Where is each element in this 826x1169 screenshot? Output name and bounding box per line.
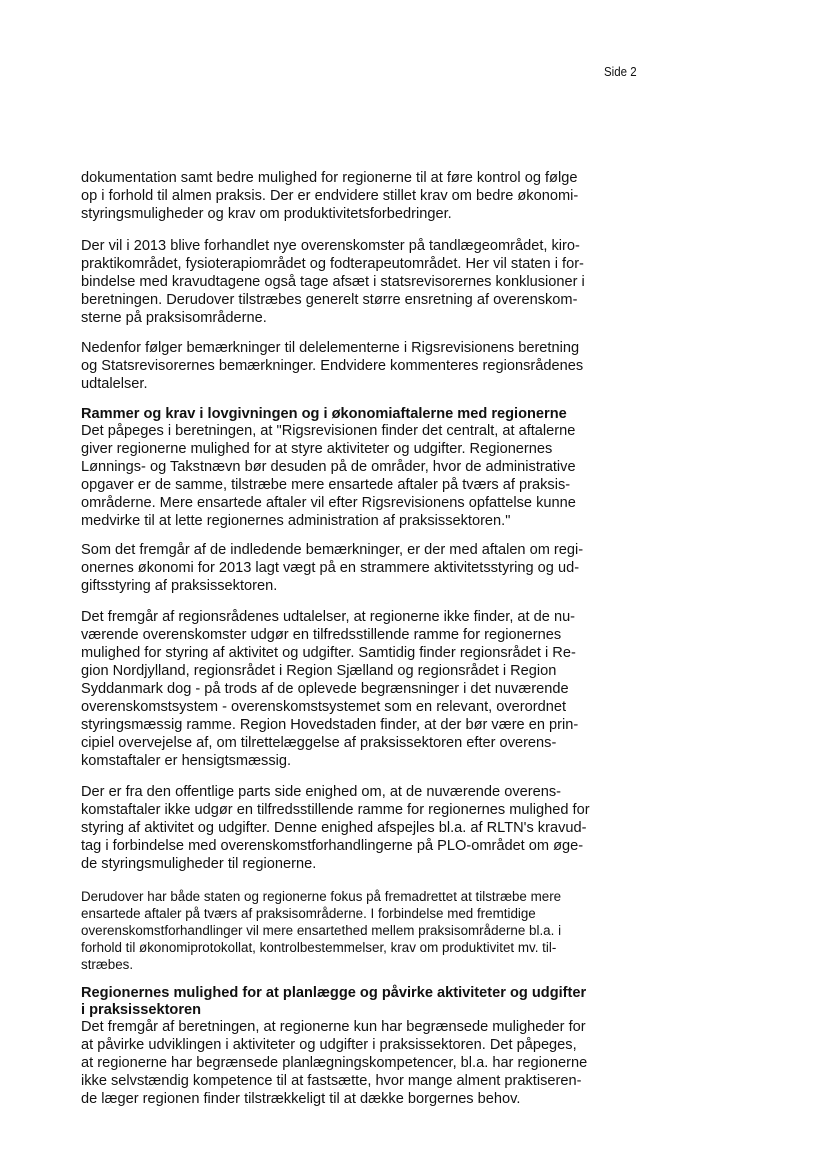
paragraph-line: bindelse med kravudtagene også tage afsæt i statsrevisorernes konklusioner i: [81, 274, 585, 290]
paragraph-line: komstaftaler er hensigtsmæssig.: [81, 753, 292, 769]
paragraph-line: op i forhold til almen praksis. Der er endvidere stillet krav om bedre økonomi-: [81, 188, 579, 204]
section-heading: Regionernes mulighed for at planlægge og påvirke aktiviteter og udgifter: [81, 985, 587, 1001]
paragraph-line: Det påpeges i beretningen, at "Rigsrevisionen finder det centralt, at aftalerne: [81, 423, 576, 439]
paragraph-line: dokumentation samt bedre mulighed for regionerne til at føre kontrol og følge: [81, 170, 578, 186]
paragraph-line: forhold til økonomiprotokollat, kontrolbestemmelser, krav om produktivitet mv. til-: [81, 940, 557, 955]
paragraph-line: stræbes.: [81, 957, 134, 972]
paragraph-line: overenskomstsystem - overenskomstsystemet som en relevant, overordnet: [81, 699, 567, 715]
paragraph-line: komstaftaler ikke udgør en tilfredsstillende ramme for regionernes mulighed for: [81, 802, 590, 818]
paragraph-line: cipiel overvejelse af, om tilrettelæggelse af praksissektoren efter overens-: [81, 735, 557, 751]
paragraph-line: Det fremgår af regionsrådenes udtalelser, at regionerne ikke finder, at de nu-: [81, 609, 576, 625]
paragraph-line: opgaver er de samme, tilstræbe mere ensartede aftaler på tværs af praksis-: [81, 477, 571, 493]
paragraph-line: overenskomstforhandlinger vil mere ensartethed mellem praksisområderne bl.a. i: [81, 923, 562, 938]
paragraph-line: medvirke til at lette regionernes administration af praksissektoren.": [81, 513, 511, 529]
paragraph-line: Som det fremgår af de indledende bemærkninger, er der med aftalen om regi-: [81, 542, 584, 558]
paragraph-line: sterne på praksisområderne.: [81, 310, 267, 326]
paragraph-line: Lønnings- og Takstnævn bør desuden på de områder, hvor de administrative: [81, 459, 576, 475]
paragraph-line: beretningen. Derudover tilstræbes generelt større ensretning af overenskom-: [81, 292, 578, 308]
paragraph-line: gion Nordjylland, regionsrådet i Region Sjælland og regionsrådet i Region: [81, 663, 557, 679]
section-heading: Rammer og krav i lovgivningen og i økonomiaftalerne med regionerne: [81, 406, 567, 422]
paragraph-line: at påvirke udviklingen i aktiviteter og udgifter i praksissektoren. Det påpeges,: [81, 1037, 577, 1053]
paragraph-line: at regionerne har begrænsede planlægningskompetencer, bl.a. har regionerne: [81, 1055, 588, 1071]
paragraph-line: tag i forbindelse med overenskomstforhandlingerne på PLO-området om øge-: [81, 838, 584, 854]
paragraph-line: styringsmuligheder og krav om produktivitetsforbedringer.: [81, 206, 452, 222]
paragraph-line: ikke selvstændig kompetence til at fastsætte, hvor mange alment praktiseren-: [81, 1073, 582, 1089]
section-heading: i praksissektoren: [81, 1002, 202, 1018]
paragraph-line: Der er fra den offentlige parts side enighed om, at de nuværende overens-: [81, 784, 561, 800]
page-number: Side 2: [604, 65, 637, 79]
paragraph-line: styring af aktivitet og udgifter. Denne enighed afspejles bl.a. af RLTN's kravud-: [81, 820, 587, 836]
paragraph-line: mulighed for styring af aktivitet og udgifter. Samtidig finder regionsrådet i Re-: [81, 645, 576, 661]
paragraph-line: giver regionerne mulighed for at styre aktiviteter og udgifter. Regionernes: [81, 441, 553, 457]
paragraph-line: de styringsmuligheder til regionerne.: [81, 856, 317, 872]
paragraph-line: giftsstyring af praksissektoren.: [81, 578, 278, 594]
paragraph-line: ensartede aftaler på tværs af praksisområderne. I forbindelse med fremtidige: [81, 906, 536, 921]
paragraph-line: udtalelser.: [81, 376, 148, 392]
paragraph-line: Nedenfor følger bemærkninger til delelementerne i Rigsrevisionens beretning: [81, 340, 580, 356]
paragraph-line: Det fremgår af beretningen, at regionerne kun har begrænsede muligheder for: [81, 1019, 586, 1035]
paragraph-line: områderne. Mere ensartede aftaler vil efter Rigsrevisionens opfattelse kunne: [81, 495, 576, 511]
paragraph-line: de læger regionen finder tilstrækkeligt til at dække borgernes behov.: [81, 1091, 521, 1107]
paragraph-line: styringsmæssig ramme. Region Hovedstaden finder, at der bør være en prin-: [81, 717, 579, 733]
paragraph-line: Derudover har både staten og regionerne fokus på fremadrettet at tilstræbe mere: [81, 889, 562, 904]
paragraph-line: onernes økonomi for 2013 lagt vægt på en strammere aktivitetsstyring og ud-: [81, 560, 580, 576]
paragraph-line: Syddanmark dog - på trods af de oplevede begrænsninger i det nuværende: [81, 681, 569, 697]
paragraph-line: værende overenskomster udgør en tilfredsstillende ramme for regionernes: [81, 627, 562, 643]
paragraph-line: og Statsrevisorernes bemærkninger. Endvidere kommenteres regionsrådenes: [81, 358, 584, 374]
paragraph-line: praktikområdet, fysioterapiområdet og fodterapeutområdet. Her vil staten i for-: [81, 256, 584, 272]
paragraph-line: Der vil i 2013 blive forhandlet nye overenskomster på tandlægeområdet, kiro-: [81, 238, 580, 254]
